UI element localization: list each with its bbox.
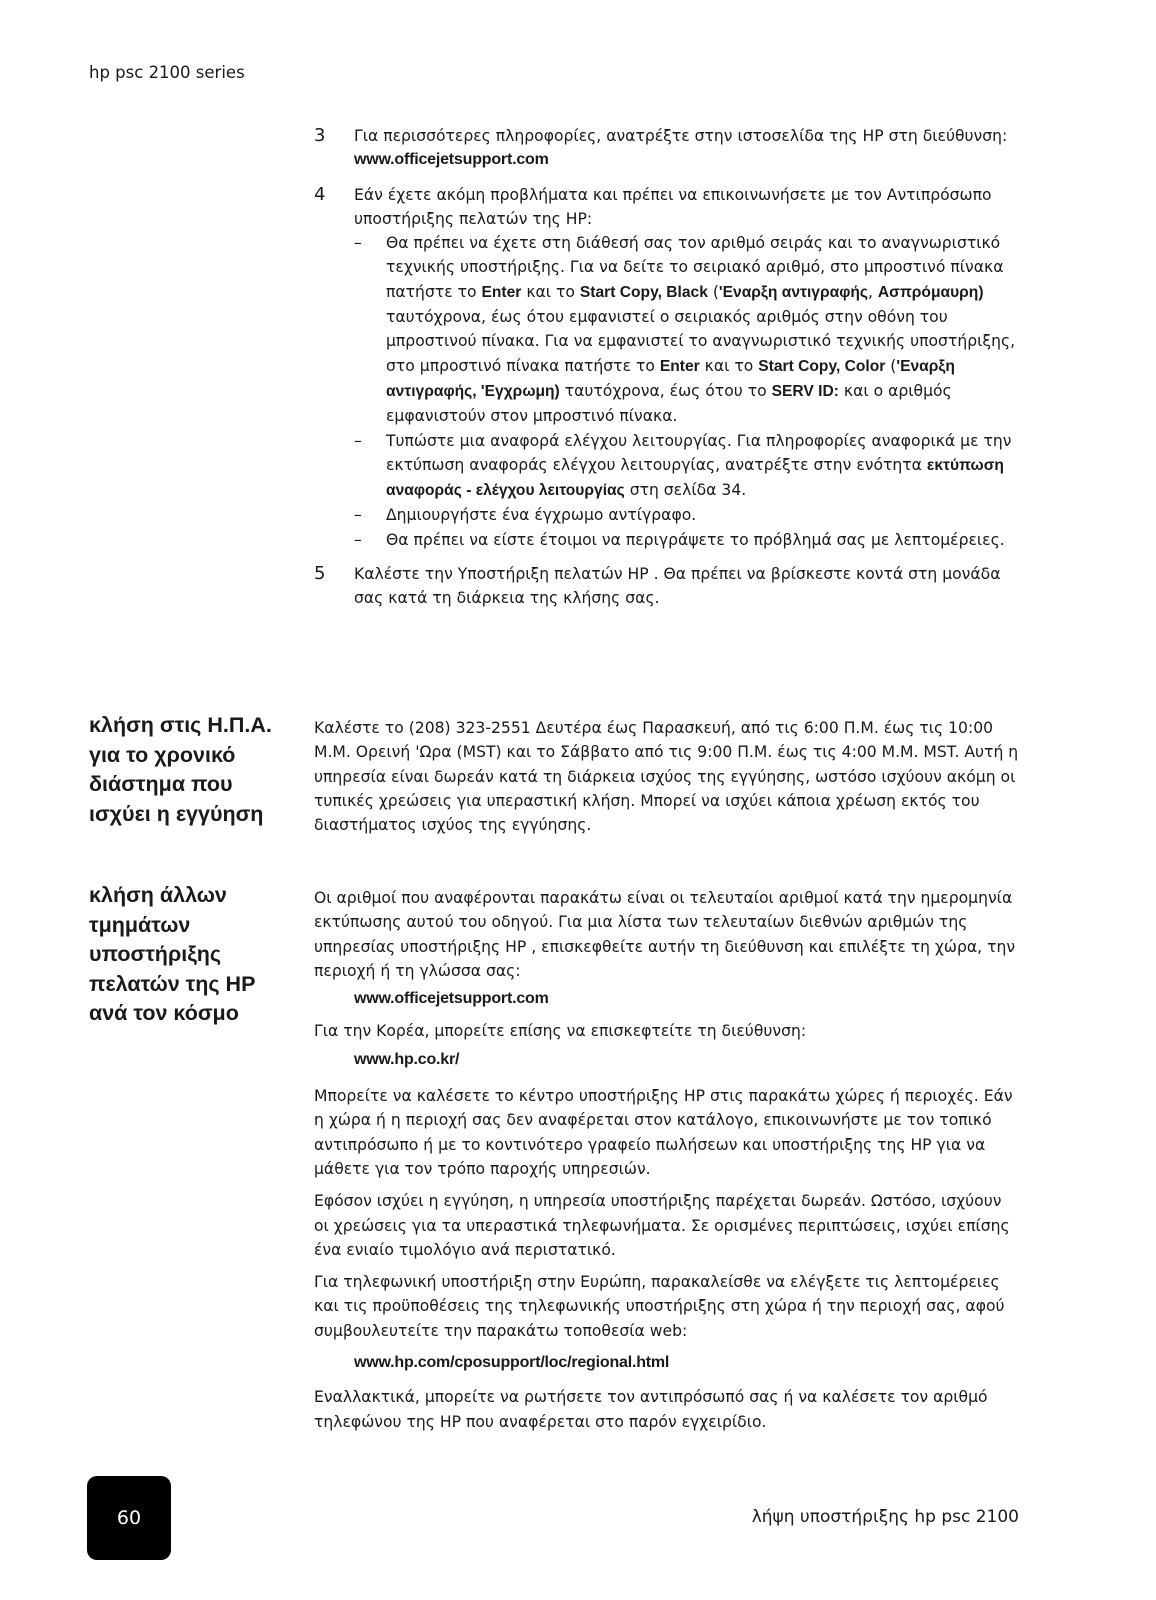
section-heading-us: κλήση στις Η.Π.Α. για το χρονικό διάστημα που ισχύει η εγγύηση <box>89 713 272 826</box>
step-5 <box>314 562 1020 611</box>
us-paragraph: Καλέστε το (208) 323-2551 Δευτέρα έως Παρασκευή, από τις 6:00 Π.Μ. έως τις 10:00 Μ.Μ. Ορεινή 'Ωρα (MST) και το Σάββατο από τις 9:00 Π.Μ. έως τις 4:00 Μ.Μ. MST. Αυτή η υπηρεσία είναι δωρεάν κατά τη διάρκεια ισχύος της εγγύησης, ωστόσο ισχύουν ακόμη οι τυπικές χρεώσεις για υπεραστική κλήση. Μπορεί να ισχύει κάποια χρέωση εκτός του διαστήματος ισχύος της εγγύησης. <box>314 719 1019 835</box>
regional-url[interactable]: www.hp.com/cposupport/loc/regional.html <box>354 1354 670 1372</box>
running-footer: λήψη υποστήριξης hp psc 2100 <box>751 1507 1019 1527</box>
bullet-item: – Θα πρέπει να έχετε στη διάθεσή σας τον αριθμό σειράς και το αναγνωριστικό τεχνικής υποστήριξης. Για να δείτε το σειριακό αριθμό, στο μπροστινό πίνακα πατήστε το Enter και το Start Copy, Black ('Εναρξη αντιγραφής, Ασπρόμαυρη) ταυτόχρονα, έως ότου εμφανιστεί ο σειριακός αριθμός στην οθόνη του μπροστινού πίνακα. Για να εμφανιστεί το αναγνωριστικό τεχνικής υποστήριξης, στο μπροστινό πίνακα πατήστε το Enter και το Start Copy, Color ('Εναρξη αντιγραφής, 'Εγχρωμη) ταυτόχρονα, έως ότου το SERV ID: και ο αριθμός εμφανιστούν στον μπροστινό πίνακα. <box>354 234 1016 426</box>
step-text: Εάν έχετε ακόμη προβλήματα και πρέπει να επικοινωνήσετε με τον Αντιπρόσωπο υποστήριξης πελατών της HP: <box>354 185 992 228</box>
step-3 <box>314 124 1020 173</box>
bullet-item: – Τυπώστε μια αναφορά ελέγχου λειτουργίας. Για πληροφορίες αναφορικά με την εκτύπωση αναφοράς ελέγχου λειτουργίας, ανατρέξτε στην ενότητα εκτύπωση αναφοράς - ελέγχου λειτουργίας στη σελίδα 34. <box>354 431 1012 500</box>
bullet-item: – Θα πρέπει να είστε έτοιμοι να περιγράψετε το πρόβλημά σας με λεπτομέρειες. <box>354 530 1005 549</box>
steps-list <box>314 124 1020 621</box>
support-url[interactable]: www.officejetsupport.com <box>354 990 549 1008</box>
world-paragraph-6: Εναλλακτικά, μπορείτε να ρωτήσετε τον αντιπρόσωπό σας ή να καλέσετε τον αριθμό τηλεφώνου της HP που αναφέρεται στο παρόν εγχειρίδιο. <box>314 1388 988 1431</box>
step-number: 4 <box>314 183 326 205</box>
world-paragraph-3: Μπορείτε να καλέσετε το κέντρο υποστήριξης HP στις παρακάτω χώρες ή περιοχές. Εάν η χώρα ή η περιοχή σας δεν αναφέρεται στον κατάλογο, επικοινωνήστε με τον τοπικό αντιπρόσωπο ή με το κοντινότερο γραφείο πωλήσεων και υποστήριξης της HP για να μάθετε για τον τρόπο παροχής υπηρεσιών. <box>314 1087 1013 1178</box>
korea-paragraph: Για την Κορέα, μπορείτε επίσης να επισκεφτείτε τη διεύθυνση: <box>314 1022 807 1041</box>
step-text: Για περισσότερες πληροφορίες, ανατρέξτε στην ιστοσελίδα της HP στη διεύθυνση: <box>354 127 1008 145</box>
world-paragraph-1: Οι αριθμοί που αναφέρονται παρακάτω είναι οι τελευταίοι αριθμοί κατά την ημερομηνία εκτύπωσης αυτού του οδηγού. Για μια λίστα των τελευταίων διεθνών αριθμών της υπηρεσίας υποστήριξης HP , επισκεφθείτε αυτήν τη διεύθυνση και επιλέξτε τη χώρα, την περιοχή ή τη γλώσσα σας: <box>314 889 1016 980</box>
step-number: 5 <box>314 563 326 585</box>
page-number-box <box>87 1476 171 1560</box>
bullet-list <box>354 231 1020 552</box>
running-header: hp psc 2100 series <box>89 63 245 82</box>
section-us-body <box>314 716 1020 837</box>
world-paragraph-4: Εφόσον ισχύει η εγγύηση, η υπηρεσία υποστήριξης παρέχεται δωρεάν. Ωστόσο, ισχύουν οι χρεώσεις για τα υπεραστικά τηλεφωνήματα. Σε ορισμένες περιπτώσεις, ισχύει επίσης ένα ενιαίο τιμολόγιο ανά περιστατικό. <box>314 1192 1010 1259</box>
korea-url[interactable]: www.hp.co.kr/ <box>354 1050 460 1068</box>
world-paragraph-5: Για τηλεφωνική υποστήριξη στην Ευρώπη, παρακαλείσθε να ελέγξετε τις λεπτομέρειες και τις προϋποθέσεις της τηλεφωνικής υποστήριξης στη χώρα ή την περιοχή σας, αφού συμβουλευτείτε την παρακάτω τοποθεσία web: <box>314 1273 1005 1340</box>
section-heading-world: κλήση άλλων τμημάτων υποστήριξης πελατών της HP ανά τον κόσμο <box>89 883 256 1025</box>
step-text: Καλέστε την Υποστήριξη πελατών HP . Θα πρέπει να βρίσκεστε κοντά στη μονάδα σας κατά τη διάρκεια της κλήσης σας. <box>354 565 1001 608</box>
page-number: 60 <box>116 1507 142 1529</box>
step-4 <box>314 183 1020 552</box>
bullet-item: – Δημιουργήστε ένα έγχρωμο αντίγραφο. <box>354 506 697 525</box>
support-url[interactable]: www.officejetsupport.com <box>354 151 549 169</box>
step-number: 3 <box>314 125 326 146</box>
section-world-body <box>314 886 1020 1434</box>
